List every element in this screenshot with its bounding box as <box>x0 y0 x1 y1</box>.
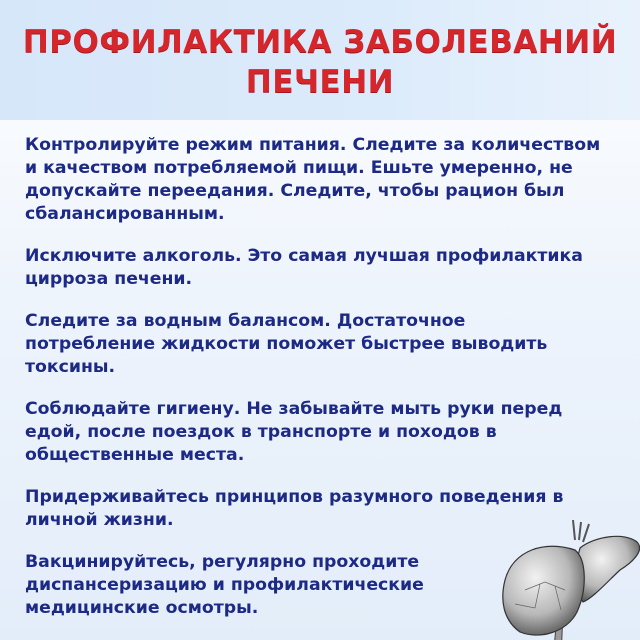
tip-line: токсины. <box>25 357 116 377</box>
tip-line: потребление жидкости поможет быстрее выводить <box>25 334 548 354</box>
tip-line: цирроза печени. <box>25 269 193 289</box>
page-title-line-1: ПРОФИЛАКТИКА ЗАБОЛЕВАНИЙ <box>22 24 618 60</box>
tip-line: Контролируйте режим питания. Следите за количеством <box>25 135 601 155</box>
tip-line: едой, после поездок в транспорте и походов в <box>25 422 497 442</box>
liver-icon <box>495 520 640 640</box>
tip-paragraph <box>25 310 625 379</box>
tip-paragraph <box>25 398 625 467</box>
tip-line: диспансеризацию и профилактические <box>25 575 424 595</box>
tip-line: личной жизни. <box>25 510 174 530</box>
tip-line: и качеством потребляемой пищи. Ешьте умеренно, не <box>25 158 573 178</box>
tip-paragraph <box>25 245 625 291</box>
tip-line: допускайте переедания. Следите, чтобы рацион был <box>25 181 565 201</box>
tip-line: Соблюдайте гигиену. Не забывайте мыть руки перед <box>25 399 563 419</box>
tip-line: Придерживайтесь принципов разумного поведения в <box>25 487 564 507</box>
tip-line: Следите за водным балансом. Достаточное <box>25 311 466 331</box>
tip-line: общественные места. <box>25 445 245 465</box>
tip-line: медицинские осмотры. <box>25 598 259 618</box>
tip-line: Исключите алкоголь. Это самая лучшая профилактика <box>25 246 583 266</box>
tip-line: Вакцинируйтесь, регулярно проходите <box>25 552 420 572</box>
tip-line: сбалансированным. <box>25 204 225 224</box>
tip-paragraph <box>25 134 625 226</box>
page-title-line-2: ПЕЧЕНИ <box>245 64 395 100</box>
